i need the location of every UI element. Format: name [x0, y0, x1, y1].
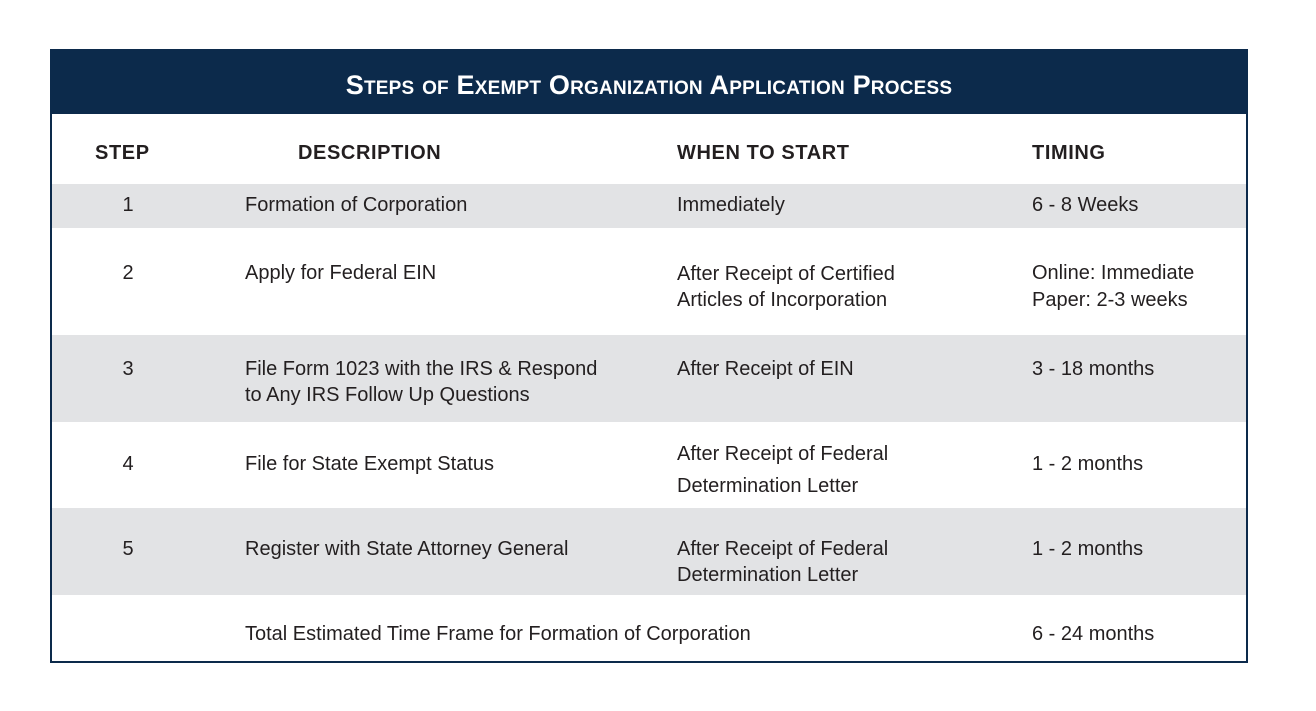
step-timing: 1 - 2 months — [1032, 538, 1144, 560]
total-row — [52, 595, 1246, 661]
table-row — [52, 335, 1246, 422]
header-description: DESCRIPTION — [298, 142, 442, 164]
step-number: 1 — [122, 194, 134, 216]
step-timing: Online: Immediate — [1032, 262, 1195, 284]
header-timing: TIMING — [1032, 142, 1106, 164]
step-description: Formation of Corporation — [245, 194, 468, 216]
step-timing: 1 - 2 months — [1032, 453, 1144, 475]
table-row — [52, 184, 1246, 228]
step-description: to Any IRS Follow Up Questions — [245, 384, 530, 406]
step-when-to-start: Immediately — [677, 194, 785, 216]
total-label: Total Estimated Time Frame for Formation of Corporation — [245, 623, 751, 645]
step-description: File Form 1023 with the IRS & Respond — [245, 358, 598, 380]
step-number: 2 — [122, 262, 134, 284]
step-when-to-start: Articles of Incorporation — [677, 289, 888, 311]
step-number: 4 — [122, 453, 134, 475]
step-description: File for State Exempt Status — [245, 453, 494, 475]
step-when-to-start: After Receipt of Federal — [677, 443, 889, 465]
header-step: STEP — [95, 142, 150, 164]
table-row — [52, 422, 1246, 508]
table-header-row — [52, 114, 1246, 184]
table-row — [52, 228, 1246, 335]
step-timing: 6 - 8 Weeks — [1032, 194, 1139, 216]
step-when-to-start: After Receipt of EIN — [677, 358, 854, 380]
step-when-to-start: Determination Letter — [677, 564, 859, 586]
step-timing: Paper: 2-3 weeks — [1032, 289, 1188, 311]
step-description: Apply for Federal EIN — [245, 262, 437, 284]
step-description: Register with State Attorney General — [245, 538, 569, 560]
step-number: 5 — [122, 538, 134, 560]
application-process-table — [50, 49, 1248, 663]
step-when-to-start: Determination Letter — [677, 475, 859, 497]
step-when-to-start: After Receipt of Federal — [677, 538, 889, 560]
table-title: Steps of Exempt Organization Application Process — [345, 70, 953, 100]
table-title-bar — [52, 51, 1246, 114]
step-number: 3 — [122, 358, 134, 380]
table-row — [52, 508, 1246, 595]
header-when-to-start: WHEN TO START — [677, 142, 850, 164]
step-when-to-start: After Receipt of Certified — [677, 263, 895, 285]
step-timing: 3 - 18 months — [1032, 358, 1155, 380]
total-timing: 6 - 24 months — [1032, 623, 1155, 645]
